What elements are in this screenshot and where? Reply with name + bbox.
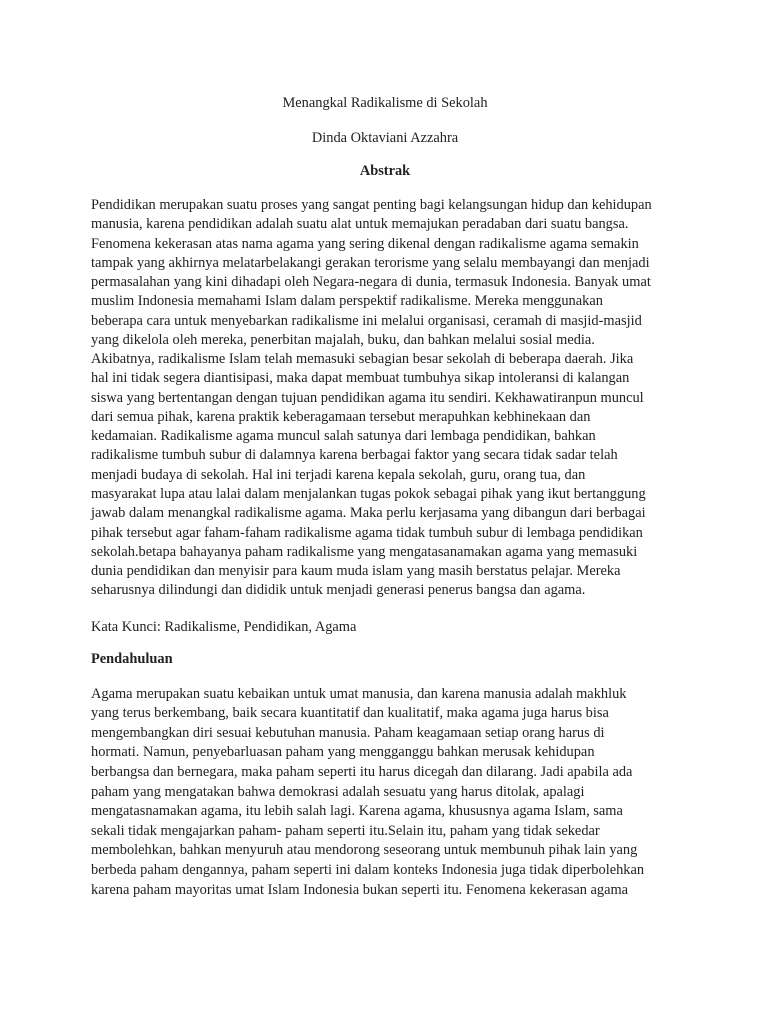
abstract-line: yang dikelola oleh mereka, penerbitan majalah, buku, dan bahkan melalui sosial media. xyxy=(91,331,595,348)
intro-line: hormati. Namun, penyebarluasan paham yang mengganggu bahkan merusak kehidupan xyxy=(91,744,595,761)
intro-line: mengembangkan diri sesuai kebutuhan manusia. Paham keagamaan setiap orang harus di xyxy=(91,724,605,741)
intro-line: Agama merupakan suatu kebaikan untuk umat manusia, dan karena manusia adalah makhluk xyxy=(91,685,627,702)
abstract-line: radikalisme tumbuh subur di dalamnya karena berbagai faktor yang secara tidak sadar telah xyxy=(91,447,618,464)
intro-heading: Pendahuluan xyxy=(91,650,173,667)
abstract-line: menjadi budaya di sekolah. Hal ini terjadi karena kepala sekolah, guru, orang tua, dan xyxy=(91,466,586,483)
abstract-line: manusia, karena pendidikan adalah suatu alat untuk memajukan peradaban dari suatu bangsa. xyxy=(91,216,629,233)
intro-line: sekali tidak mengajarkan paham- paham seperti itu.Selain itu, paham yang tidak sekedar xyxy=(91,822,600,839)
abstract-line: permasalahan yang kini dihadapi oleh Negara-negara di dunia, termasuk Indonesia. Banyak umat xyxy=(91,274,651,291)
abstract-line: masyarakat lupa atau lalai dalam menjalankan tugas pokok sebagai pihak yang ikut bertanggung xyxy=(91,485,646,502)
intro-line: yang terus berkembang, baik secara kuantitatif dan kualitatif, maka agama juga harus bisa xyxy=(91,705,609,722)
intro-paragraph xyxy=(91,685,679,901)
paper-title: Menangkal Radikalisme di Sekolah xyxy=(282,95,488,111)
abstract-line: kedamaian. Radikalisme agama muncul salah satunya dari lembaga pendidikan, bahkan xyxy=(91,428,596,445)
abstract-line: muslim Indonesia memahami Islam dalam perspektif radikalisme. Mereka menggunakan xyxy=(91,293,603,310)
abstract-line: sekolah.betapa bahayanya paham radikalisme yang mengatasanamakan agama yang memasuki xyxy=(91,543,638,560)
abstract-line: Pendidikan merupakan suatu proses yang sangat penting bagi kelangsungan hidup dan kehidupan xyxy=(91,197,652,213)
abstract-line: jawab dalam menangkal radikalisme agama. Maka perlu kerjasama yang dibangun dari berbagai xyxy=(91,505,646,522)
intro-line: berbangsa dan bernegara, maka paham seperti itu harus dicegah dan dilarang. Jadi apabila ada xyxy=(91,763,633,780)
intro-line: mengatasnamakan agama, itu lebih salah lagi. Karena agama, khususnya agama Islam, sama xyxy=(91,803,623,820)
keywords-line: Kata Kunci: Radikalisme, Pendidikan, Agama xyxy=(91,618,357,635)
text-column xyxy=(91,90,679,900)
abstract-line: dunia pendidikan dan menyisir para kaum muda islam yang masih berstatus pelajar. Mereka xyxy=(91,563,621,580)
abstract-line: beberapa cara untuk menyebarkan radikalisme ini melalui organisasi, ceramah di masjid-masjid xyxy=(91,312,642,329)
intro-line: karena paham mayoritas umat Islam Indonesia bukan seperti itu. Fenomena kekerasan agama xyxy=(91,881,629,898)
abstract-paragraph xyxy=(91,196,679,601)
abstract-line: dari semua pihak, karena praktik keberagamaan tersebut merapuhkan kebhinekaan dan xyxy=(91,408,591,425)
abstract-line: siswa yang bertentangan dengan tujuan pendidikan agama itu sendiri. Kekhawatiranpun muncul xyxy=(91,389,644,406)
intro-line: membolehkan, bahkan menyuruh atau mendorong seseorang untuk membunuh pihak lain yang xyxy=(91,842,638,859)
abstract-line: tampak yang akhirnya melatarbelakangi gerakan terorisme yang selalu membayangi dan menjadi xyxy=(91,254,650,271)
abstract-line: Fenomena kekerasan atas nama agama yang sering dikenal dengan radikalisme agama semakin xyxy=(91,235,639,252)
intro-line: paham yang mengatakan bahwa demokrasi adalah sesuatu yang harus ditolak, apalagi xyxy=(91,783,585,800)
abstract-line: seharusnya dilindungi dan dididik untuk menjadi generasi penerus bangsa dan agama. xyxy=(91,582,586,599)
abstract-line: hal ini tidak segera diantisipasi, maka dapat membuat tumbuhya sikap intoleransi di kalangan xyxy=(91,370,630,387)
paper-author: Dinda Oktaviani Azzahra xyxy=(311,130,459,146)
abstract-heading: Abstrak xyxy=(359,163,411,179)
intro-line: berbeda paham dengannya, paham seperti ini dalam konteks Indonesia juga tidak diperbolehkan xyxy=(91,861,645,878)
abstract-line: Akibatnya, radikalisme Islam telah memasuki sebagian besar sekolah di beberapa daerah. Jika xyxy=(91,351,634,368)
abstract-line: pihak tersebut agar faham-faham radikalisme agama tidak tumbuh subur di lembaga pendidikan xyxy=(91,524,643,541)
